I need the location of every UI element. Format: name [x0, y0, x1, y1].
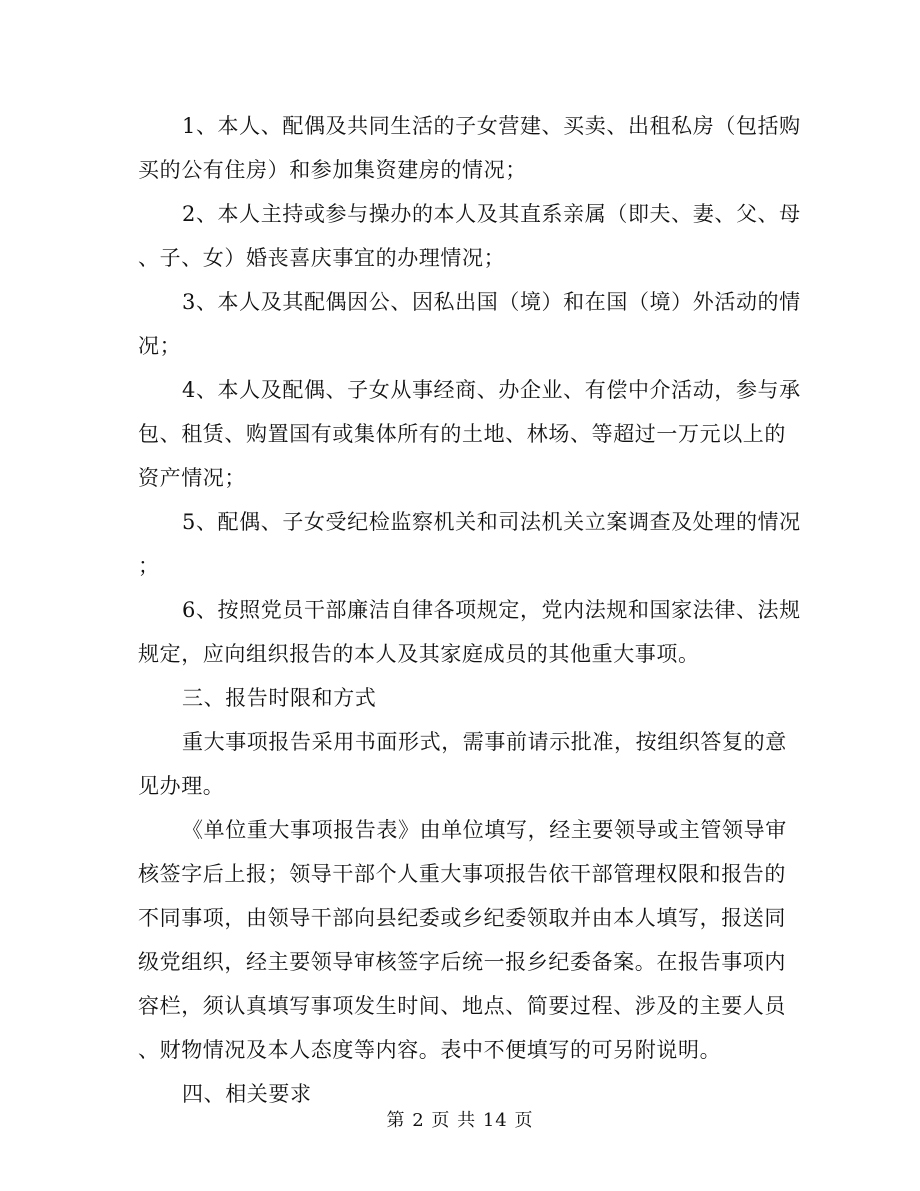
text-line: 见办理。 — [138, 774, 225, 798]
document-body — [138, 104, 801, 1116]
text-line: 容栏，须认真填写事项发生时间、地点、简要过程、涉及的主要人员 — [138, 994, 786, 1018]
text-line: 5、配偶、子女受纪检监察机关和司法机关立案调查及处理的情况 — [182, 510, 801, 534]
section-heading-3 — [138, 676, 786, 720]
text-line: 级党组织，经主要领导审核签字后统一报乡纪委备案。在报告事项内 — [138, 950, 786, 974]
text-line: 重大事项报告采用书面形式，需事前请示批准，按组织答复的意 — [182, 730, 787, 754]
text-line: 不同事项，由领导干部向县纪委或乡纪委领取并由本人填写，报送同 — [138, 906, 786, 930]
page-number-label: 第 2 页 共 14 页 — [386, 1110, 534, 1131]
paragraph-written-form — [138, 720, 786, 808]
text-line: 6、按照党员干部廉洁自律各项规定，党内法规和国家法律、法规 — [182, 598, 801, 622]
heading-text: 四、相关要求 — [182, 1082, 312, 1106]
paragraph-report-form — [138, 808, 786, 1072]
text-line: 4、本人及配偶、子女从事经商、办企业、有偿中介活动，参与承 — [182, 378, 801, 402]
text-line: 3、本人及其配偶因公、因私出国（境）和在国（境）外活动的情 — [182, 290, 801, 314]
text-line: 、财物情况及本人态度等内容。表中不便填写的可另附说明。 — [138, 1038, 722, 1062]
text-line: 、子、女）婚丧喜庆事宜的办理情况； — [138, 246, 506, 270]
list-item-5 — [138, 500, 801, 588]
list-item-1 — [138, 104, 801, 192]
text-line: 况； — [138, 334, 182, 358]
text-line: 《单位重大事项报告表》由单位填写，经主要领导或主管领导审 — [182, 818, 787, 842]
text-line: 资产情况； — [138, 466, 246, 490]
text-line: 买的公有住房）和参加集资建房的情况； — [138, 158, 527, 182]
text-line: 核签字后上报；领导干部个人重大事项报告依干部管理权限和报告的 — [138, 862, 786, 886]
list-item-3 — [138, 280, 801, 368]
list-item-2 — [138, 192, 801, 280]
text-line: 包、租赁、购置国有或集体所有的土地、林场、等超过一万元以上的 — [138, 422, 786, 446]
text-line: 2、本人主持或参与操办的本人及其直系亲属（即夫、妻、父、母 — [182, 202, 801, 226]
heading-text: 三、报告时限和方式 — [182, 686, 377, 710]
page-footer — [0, 1108, 920, 1134]
text-line: ； — [138, 554, 160, 578]
list-item-6 — [138, 588, 801, 676]
list-item-4 — [138, 368, 801, 500]
text-line: 规定，应向组织报告的本人及其家庭成员的其他重大事项。 — [138, 642, 700, 666]
text-line: 1、本人、配偶及共同生活的子女营建、买卖、出租私房（包括购 — [182, 114, 801, 138]
